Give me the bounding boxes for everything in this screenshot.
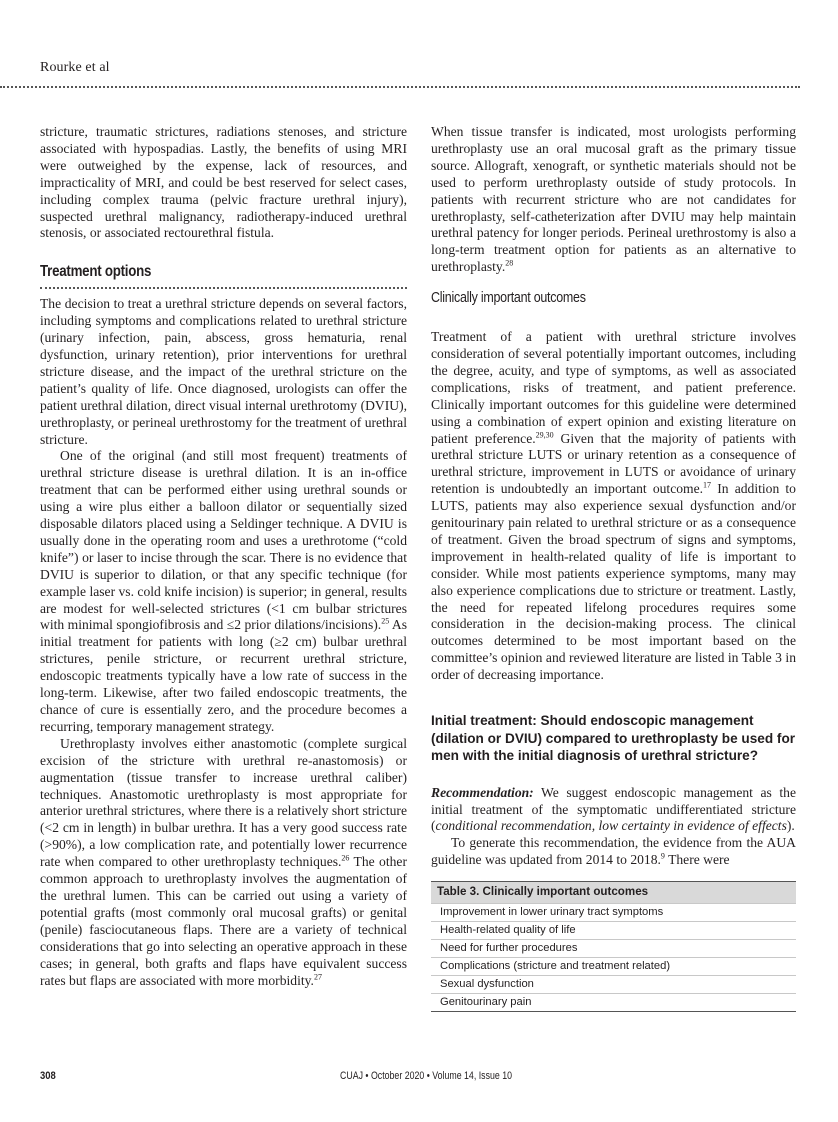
citation-ref: 17 <box>703 480 712 490</box>
table-row: Need for further procedures <box>431 939 796 957</box>
table-row: Sexual dysfunction <box>431 975 796 993</box>
citation-ref: 29,30 <box>535 429 554 439</box>
paragraph-treatment-1: The decision to treat a urethral stricture depends on several factors, including symptoms and complications related to urethral stricture (urinary infection, pain, abscess, gross hematuria, renal dysfunction, urinary retention), prior interventions for urethral stricture disease, and the impact of the urethral stricture on the patient’s quality of life. Once diagnosed, urologists can offer the patient urethral dilation, direct visual internal urethrotomy (DVIU), urethroplasty, or perineal urethrostomy for the treatment of urethral stricture. <box>40 296 407 447</box>
section-heading-treatment-options: Treatment options <box>40 263 152 281</box>
citation-ref: 26 <box>341 853 350 863</box>
paragraph-text: Treatment of a patient with urethral stricture involves consideration of several potentially important outcomes, including the degree, acuity, and type of symptoms, as well as associated complications, risks of treatment, and patient preference. Clinically important outcomes for this guideline were determined using a combination of expert opinion and existing literature on patient preference. <box>431 329 796 446</box>
paragraph-recommendation <box>431 785 796 836</box>
paragraph-text: ). <box>786 818 795 834</box>
paragraph-treatment-3 <box>40 736 407 990</box>
table-row: Health-related quality of life <box>431 921 796 939</box>
table-row: Genitourinary pain <box>431 993 796 1011</box>
table-3 <box>431 881 796 1012</box>
header-rule <box>0 86 800 88</box>
citation-ref: 28 <box>505 258 514 268</box>
table-row: Complications (stricture and treatment related) <box>431 957 796 975</box>
paragraph-text: The other common approach to urethroplasty involves the augmentation of the urethral lumen. This can be carried out using a variety of potential grafts (most commonly oral mucosal grafts) or genital (penile) fasciocutaneous flaps. There are a variety of technical considerations that go into selecting an operative approach in these cases; in general, both grafts and flaps have equivalent success rates but flaps are associated with more morbidity. <box>40 854 407 988</box>
paragraph-text: As initial treatment for patients with long (≥2 cm) bulbar urethral strictures, penile stricture, or recurrent urethral stricture, endoscopic treatments typically have a low rate of success in the long-term. Likewise, after two failed endoscopic treatments, the chance of cure is essentially zero, and the procedure becomes a recurring, temporary management strategy. <box>40 617 407 734</box>
paragraph-text: We suggest endoscopic management as the initial treatment of the symptomatic undifferentiated stricture ( <box>431 784 796 834</box>
journal-citation: CUAJ • October 2020 • Volume 14, Issue 10 <box>340 1070 512 1082</box>
recommendation-strength: conditional recommendation, low certainty in evidence of effects <box>435 818 787 834</box>
question-heading: Initial treatment: Should endoscopic management (dilation or DVIU) compared to urethroplasty be used for men with the initial diagnosis of urethral stricture? <box>431 713 796 764</box>
paragraph-intro-right <box>431 124 796 276</box>
table-title: Table 3. Clinically important outcomes <box>431 882 796 903</box>
page-number: 308 <box>40 1070 56 1082</box>
paragraph-intro-left: stricture, traumatic strictures, radiations stenoses, and stricture associated with hypospadias. Lastly, the benefits of using MRI were outweighed by the expense, lack of resources, and impracticality of MRI, and could be best reserved for select cases, including complex trauma (pelvic fracture urethral injury), suspected urethral malignancy, radiotherapy-induced urethral stenosis, or associated rectourethral fistula. <box>40 124 407 241</box>
table-row: Improvement in lower urinary tract symptoms <box>431 903 796 921</box>
paragraph-text: One of the original (and still most frequent) treatments of urethral stricture disease is urethral dilation. It is an in-office treatment that can be performed either using urethral sounds or using a wire plus either a balloon dilator or sequentially sized disposable dilators placed using a Seldinger technique. A DVIU is usually done in the operating room and uses a urethrotome (“cold knife”) or laser to incise through the scar. There is no evidence that DVIU is superior to dilation, or that any specific technique (for example laser vs. cold knife incision) is superior; in general, results are modest for well-selected strictures (<1 cm bulbar strictures with minimal spongiofibrosis and ≤2 prior dilations/incisions). <box>40 448 407 633</box>
paragraph-text: In addition to LUTS, patients may also experience sexual dysfunction and/or genitourinary pain related to urethral stricture or as a consequence of treatment. Given the broad spectrum of signs and symptoms, improvement in health-related quality of life is important to consider. While most patients experience symptoms, many may also experience complications due to stricture or treatment. Lastly, the need for repeated lifelong procedures requires some consideration in the decision-making process. The clinical outcomes determined to be most important based on the committee’s opinion and reviewed literature are listed in Table 3 in order of decreasing importance. <box>431 481 796 683</box>
paragraph-outcomes <box>431 329 796 684</box>
paragraph-text: There were <box>664 852 730 868</box>
paragraph-text: Given that the majority of patients with urethral stricture LUTS or urinary retention as a consequence of urethral stricture, improvement in LUTS or avoidance of urinary retention is undoubtedly an important outcome. <box>431 430 796 497</box>
citation-ref: 27 <box>313 971 322 981</box>
paragraph-text: Urethroplasty involves either anastomotic (complete surgical excision of the stricture with urethral re-anastomosis) or augmentation (tissue transfer to increase urethral caliber) techniques. Anastomotic urethroplasty is most appropriate for anterior urethral strictures, where there is a relatively short stricture (<2 cm in length) in bulbar urethra. It has a very good success rate (>90%), a low complication rate, and potentially lower recurrence rate when compared to other urethroplasty techniques. <box>40 735 407 870</box>
paragraph-text: When tissue transfer is indicated, most urologists performing urethroplasty use an oral mucosal graft as the primary tissue source. Allograft, xenograft, or synthetic materials should not be used to perform urethroplasty outside of study protocols. In patients with recurrent stricture who are not candidates for urethroplasty, self-catheterization after DVIU may help maintain urethral patency for longer periods. Perineal urethrostomy is also a long-term treatment option for patients as an alternative to urethroplasty. <box>431 124 796 275</box>
section-rule <box>40 287 407 289</box>
paragraph-treatment-2 <box>40 448 407 735</box>
paragraph-text: To generate this recommendation, the evidence from the AUA guideline was updated from 2014 to 2018. <box>431 835 796 868</box>
paragraph-generate <box>431 835 796 869</box>
recommendation-label: Recommendation: <box>431 784 534 800</box>
right-column <box>431 124 796 1012</box>
citation-ref: 25 <box>381 616 390 626</box>
running-head: Rourke et al <box>40 60 110 75</box>
subsection-heading-outcomes: Clinically important outcomes <box>431 290 586 307</box>
left-column <box>40 124 407 989</box>
citation-ref: 9 <box>660 851 665 861</box>
